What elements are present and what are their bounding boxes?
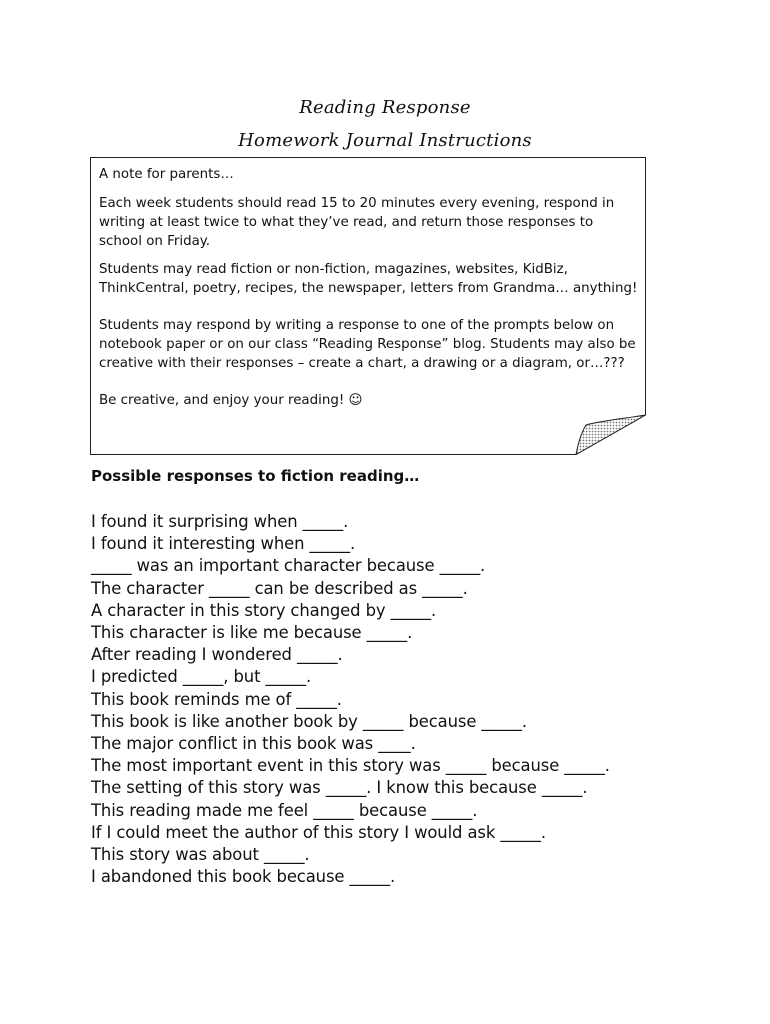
note-paragraph: Students may respond by writing a response to one of the prompts below on notebook paper or on our class “Reading Response” blog. Students may also be creative with their responses – create a chart, a drawing or a diagram, or…???: [99, 318, 636, 371]
parent-note-text: [99, 165, 639, 419]
prompt-item: I predicted _____, but _____.: [91, 667, 312, 687]
note-closing: Be creative, and enjoy your reading! ☺: [99, 393, 363, 408]
prompt-item: This reading made me feel _____ because _____.: [91, 800, 478, 820]
prompt-item: After reading I wondered _____.: [91, 645, 343, 665]
prompt-item: This book reminds me of _____.: [91, 689, 342, 709]
prompt-item: The character _____ can be described as _____.: [91, 578, 468, 598]
prompt-item: _____ was an important character because _____.: [91, 556, 486, 576]
document-subtitle: Homework Journal Instructions: [238, 130, 532, 151]
prompt-item: The major conflict in this book was ____.: [91, 734, 416, 754]
prompt-item: This book is like another book by _____ because _____.: [91, 711, 528, 731]
note-greeting: A note for parents…: [99, 167, 234, 182]
prompt-item: If I could meet the author of this story I would ask _____.: [91, 822, 546, 842]
prompt-item: I found it surprising when _____.: [91, 512, 349, 531]
prompt-item: I abandoned this book because _____.: [91, 867, 396, 887]
prompt-item: The setting of this story was _____. I know this because _____.: [91, 778, 588, 798]
note-paragraph: Each week students should read 15 to 20 minutes every evening, respond in writing at least twice to what they’ve read, and return those responses to school on Friday.: [99, 196, 615, 249]
prompt-item: This story was about _____.: [91, 845, 310, 865]
fiction-section-heading: Possible responses to fiction reading…: [91, 467, 420, 485]
prompt-item: This character is like me because _____.: [91, 623, 413, 643]
prompt-item: A character in this story changed by _____.: [91, 600, 437, 620]
fiction-prompt-list: [91, 511, 610, 888]
parent-note-box: [90, 157, 646, 455]
prompt-item: The most important event in this story was _____ because _____.: [91, 756, 610, 776]
prompt-item: I found it interesting when _____.: [91, 534, 356, 554]
note-paragraph: Students may read fiction or non-fiction, magazines, websites, KidBiz, ThinkCentral, poetry, recipes, the newspaper, letters from Grandma… anything!: [99, 262, 638, 296]
document-title: Reading Response: [299, 97, 471, 118]
